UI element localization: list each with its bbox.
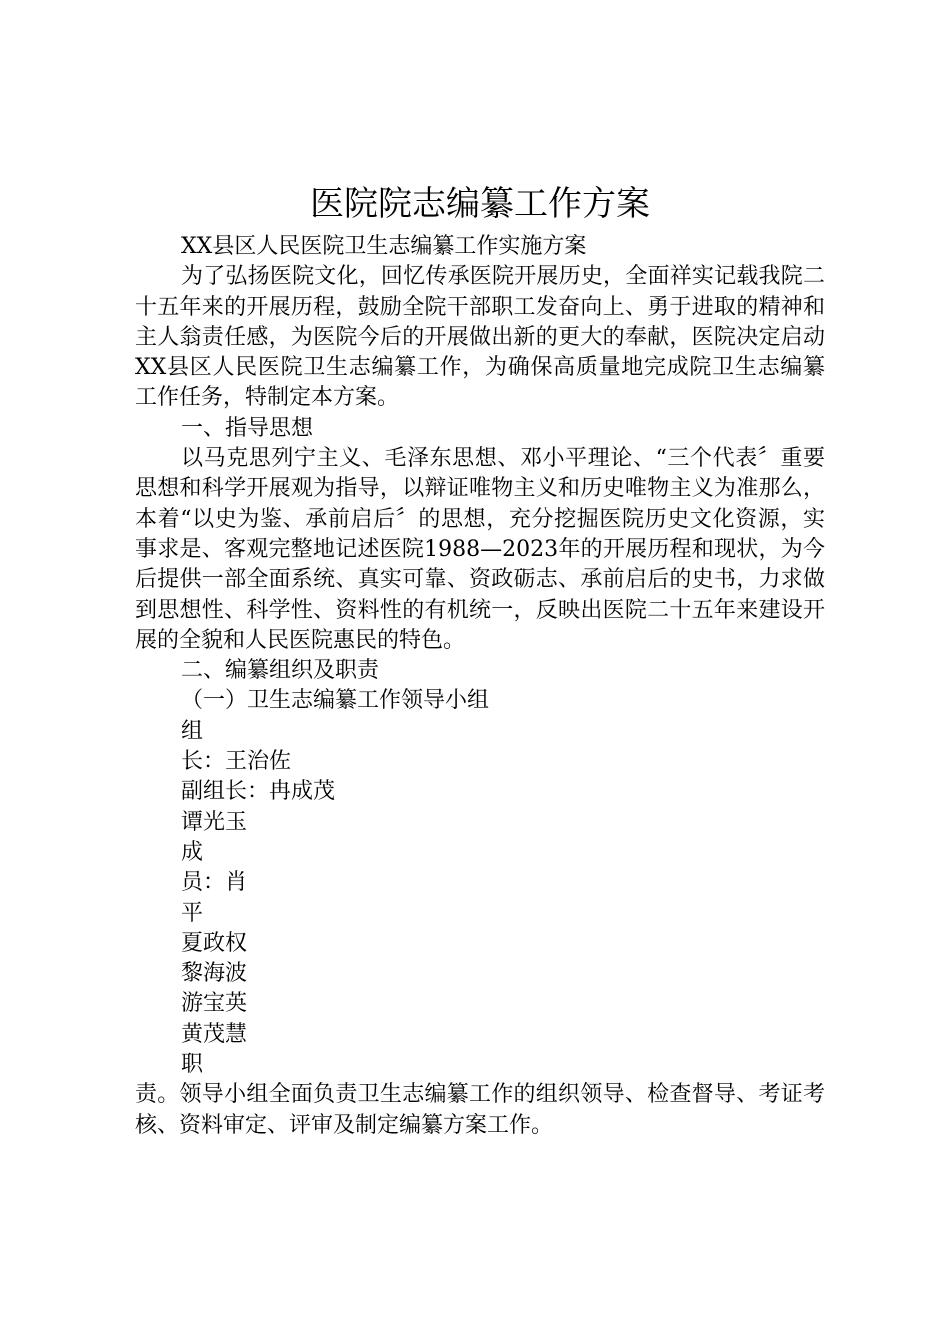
member-line: 黄茂慧 [181, 1021, 248, 1047]
member-line: 职 [181, 1052, 204, 1078]
member-line: 组 [181, 718, 204, 744]
duties-paragraph: 责。领导小组全面负责卫生志编纂工作的组织领导、检查督导、考证考核、资料审定、评审及制定编纂方案工作。 [135, 1082, 825, 1138]
member-line: 副组长：冉成茂 [181, 779, 336, 805]
member-line: 长：王治佐 [181, 749, 292, 775]
document-subtitle: XX县区人民医院卫生志编纂工作实施方案 [181, 234, 587, 259]
member-line: 黎海波 [181, 961, 248, 987]
document-body [135, 232, 825, 1141]
member-line: 成 [181, 839, 204, 865]
member-line: 平 [181, 900, 204, 926]
section-heading-guiding-thought: 一、指导思想 [181, 415, 314, 441]
intro-paragraph: 为了弘扬医院文化，回忆传承医院开展历史，全面祥实记载我院二十五年来的开展历程，鼓励全院干部职工发奋向上、勇于进取的精神和主人翁责任感，为医院今后的开展做出新的更大的奉献，医院决定启动XX县区人民医院卫生志编纂工作，为确保高质量地完成院卫生志编纂工作任务，特制定本方案。 [135, 264, 825, 411]
member-line: 谭光玉 [181, 809, 248, 835]
subsection-heading-leading-group: （一）卫生志编纂工作领导小组 [181, 688, 490, 714]
section-heading-organization: 二、编纂组织及职责 [181, 658, 380, 684]
member-line: 游宝英 [181, 991, 248, 1017]
member-line: 夏政权 [181, 930, 248, 956]
document-title: 医院院志编纂工作方案 [310, 184, 650, 224]
guiding-thought-paragraph: 以马克思列宁主义、毛泽东思想、邓小平理论、“三个代表〞重要思想和科学开展观为指导，以辩证唯物主义和历史唯物主义为准那么，本着“以史为鉴、承前启后〞的思想，充分挖掘医院历史文化资源，实事求是、客观完整地记述医院1988—2023年的开展历程和现状，为今后提供一部全面系统、真实可靠、资政砺志、承前启后的史书，力求做到思想性、科学性、资料性的有机统一，反映出医院二十五年来建设开展的全貌和人民医院惠民的特色。 [135, 446, 825, 653]
member-line: 员：肖 [181, 870, 248, 896]
